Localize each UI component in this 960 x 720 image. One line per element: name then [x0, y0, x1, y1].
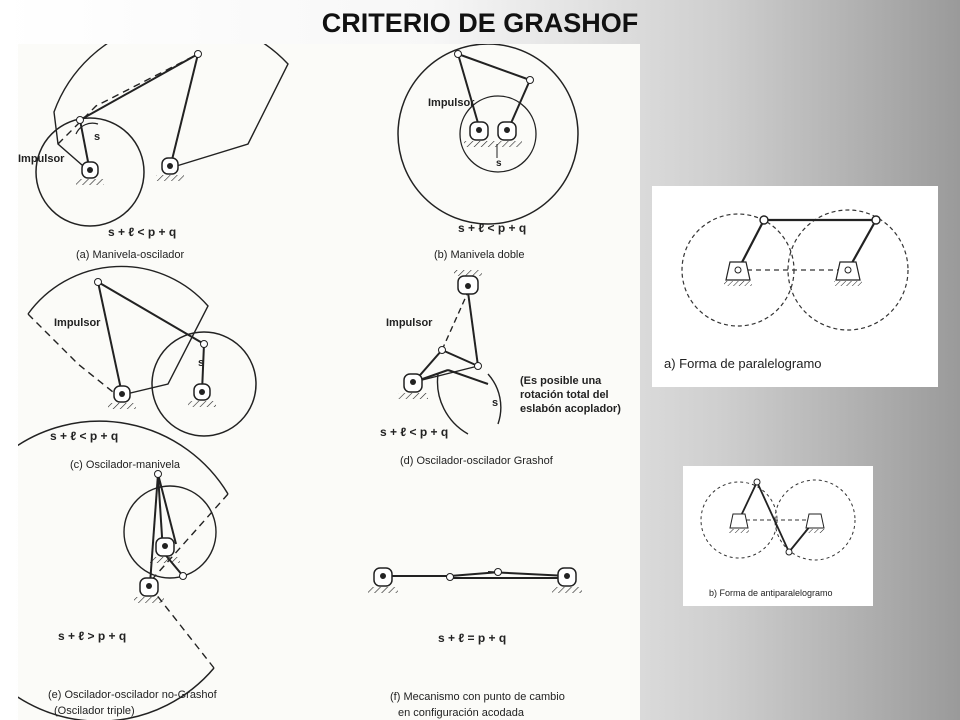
case-a-condition: s + ℓ < p + q [108, 225, 177, 239]
parallelogram-drawing [652, 186, 938, 387]
grashof-cases-drawing [18, 44, 640, 720]
case-a-s-label: s [94, 131, 101, 143]
antiparallelogram-drawing [683, 466, 873, 606]
case-a-diagram [18, 44, 288, 226]
case-d-note-line1: (Es posible una [520, 375, 602, 387]
antiparallelogram-caption: b) Forma de antiparalelogramo [709, 588, 833, 598]
case-d-s-label: s [492, 397, 499, 409]
case-e-caption-line2: (Oscilador triple) [54, 705, 135, 717]
antiparallelogram-inset [683, 466, 873, 606]
case-f-caption-line1: (f) Mecanismo con punto de cambio [390, 691, 565, 703]
case-b-driver-label: Impulsor [428, 97, 475, 109]
case-d-caption: (d) Oscilador-oscilador Grashof [400, 455, 553, 467]
parallelogram-caption: a) Forma de paralelogramo [664, 356, 822, 371]
case-b-s-label: s [496, 158, 502, 169]
slide-title: CRITERIO DE GRASHOF [321, 8, 639, 38]
case-c-diagram [28, 266, 256, 436]
case-e-condition: s + ℓ > p + q [58, 629, 127, 643]
case-d-note-line3: eslabón acoplador) [520, 403, 621, 415]
case-a-caption: (a) Manivela-oscilador [76, 249, 185, 261]
case-b-caption: (b) Manivela doble [434, 249, 525, 261]
case-c-s-label: s [198, 357, 205, 369]
case-f-diagram [368, 568, 582, 593]
case-c-driver-label: Impulsor [54, 317, 101, 329]
case-c-condition: s + ℓ < p + q [50, 429, 119, 443]
parallelogram-inset [652, 186, 938, 387]
case-a-driver-label: Impulsor [18, 153, 65, 165]
case-e-caption-line1: (e) Oscilador-oscilador no-Grashof [48, 689, 217, 701]
case-d-driver-label: Impulsor [386, 317, 433, 329]
case-d-note-line2: rotación total del [520, 389, 609, 401]
case-f-caption-line2: en configuración acodada [398, 707, 524, 719]
case-b-condition: s + ℓ < p + q [458, 221, 527, 235]
grashof-cases-figure [18, 44, 640, 720]
case-d-condition: s + ℓ < p + q [380, 425, 449, 439]
case-c-caption: (c) Oscilador-manivela [70, 459, 181, 471]
case-b-diagram [398, 44, 578, 224]
case-f-condition: s + ℓ = p + q [438, 631, 507, 645]
case-d-diagram [386, 270, 621, 434]
